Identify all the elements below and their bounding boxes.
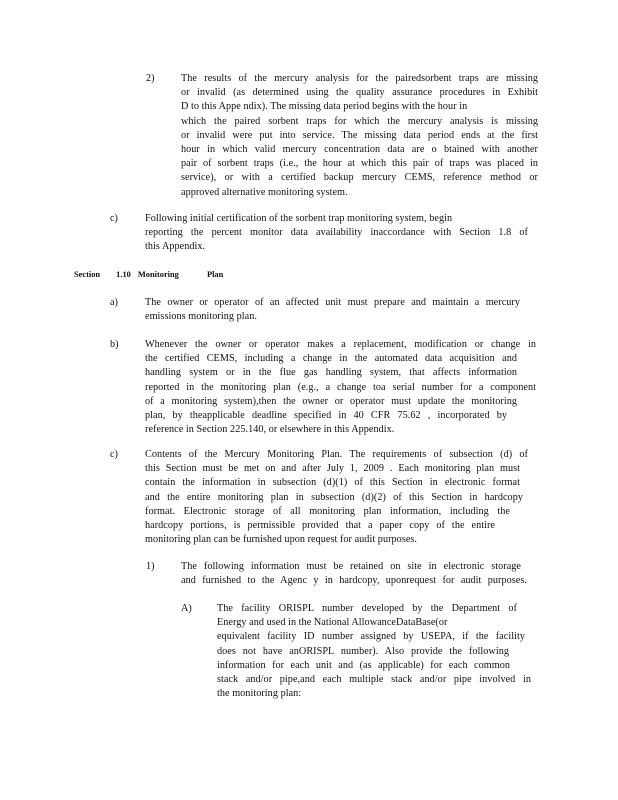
text-line: and furnished to the Agenc y in hardcopy, uponrequest for audit purposes.: [181, 575, 527, 587]
list-marker: c): [110, 449, 118, 460]
text-line: the monitoring plan:: [217, 688, 302, 700]
section-number: 1.10: [116, 270, 131, 279]
text-line: contain the information in subsection (d)(1) of this Section in electronic format: [145, 477, 520, 489]
text-line: approved alternative monitoring system.: [181, 186, 348, 198]
text-line: format. Electronic storage of all monitoring plan information, including the: [145, 505, 510, 517]
section-heading: [74, 269, 223, 281]
section-title-word: Plan: [206, 270, 224, 279]
text-line: plan, by theapplicable deadline specified in 40 CFR 75.62 , incorporated by: [145, 410, 507, 422]
paragraph-missing-data: [181, 72, 538, 200]
list-marker: b): [110, 339, 119, 350]
text-line: information for each unit and (as applicable) for each common: [217, 659, 510, 671]
text-line: of a monitoring system),then the owner or operator must update the monitoring: [145, 395, 517, 407]
paragraph-plan-update: [145, 338, 536, 437]
paragraph-certification: [145, 212, 528, 255]
text-line: The owner or operator of an affected unit must prepare and maintain a mercury: [145, 297, 520, 308]
text-line: The facility ORISPL number developed by the Department of: [217, 603, 517, 614]
list-marker: a): [110, 297, 118, 308]
text-line: this Appendix.: [145, 241, 206, 253]
text-line: reported in the monitoring plan (e.g., a change toa serial number for a component: [145, 381, 536, 393]
text-line: D to this Appe ndix). The missing data period begins with the hour in: [181, 101, 468, 113]
text-line: or invalid were put into service. The missing data period ends at the first: [181, 129, 538, 141]
list-marker: 1): [146, 561, 155, 572]
text-line: this Section must be met on and after July 1, 2009 . Each monitoring plan must: [145, 463, 520, 475]
text-line: The results of the mercury analysis for the pairedsorbent traps are missing: [181, 73, 538, 84]
paragraph-plan-requirement: [145, 296, 520, 324]
text-line: reporting the percent monitor data availability inaccordance with Section 1.8 of: [145, 227, 528, 239]
paragraph-plan-contents: [145, 448, 528, 547]
list-marker: c): [110, 213, 118, 224]
text-line: handling system or in the flue gas handling system, that affects information: [145, 367, 517, 379]
text-line: emissions monitoring plan.: [145, 311, 257, 323]
text-line: service), or with a certified backup mercury CEMS, reference method or: [181, 172, 538, 184]
text-line: hardcopy portions, is permissible provided that a paper copy of the entire: [145, 520, 495, 532]
text-line: does not have anORISPL number). Also provide the following: [217, 645, 509, 657]
text-line: Energy and used in the National AllowanceDataBase(or: [217, 617, 448, 629]
paragraph-orispl: [217, 602, 531, 701]
text-line: hour in which valid mercury concentration data are o btained with another: [181, 144, 538, 156]
text-line: Contents of the Mercury Monitoring Plan. The requirements of subsection (d) of: [145, 449, 528, 460]
text-line: and the entire monitoring plan in subsection (d)(2) of this Section in hardcopy: [145, 491, 523, 503]
paragraph-retained-info: [181, 560, 527, 588]
text-line: Whenever the owner or operator makes a replacement, modification or change in: [145, 339, 536, 350]
text-line: stack and/or pipe,and each multiple stack and/or pipe involved in: [217, 674, 531, 686]
section-title-word: Monitoring: [137, 270, 179, 279]
text-line: or invalid (as determined using the quality assurance procedures in Exhibit: [181, 87, 538, 99]
list-marker: 2): [146, 73, 155, 84]
text-line: The following information must be retained on site in electronic storage: [181, 561, 521, 572]
text-line: equivalent facility ID number assigned by USEPA, if the facility: [217, 631, 525, 643]
list-marker: A): [181, 603, 192, 614]
text-line: pair of sorbent traps (i.e., the hour at which this pair of traps was placed in: [181, 158, 538, 170]
text-line: Following initial certification of the sorbent trap monitoring system, begin: [145, 213, 453, 224]
text-line: monitoring plan can be furnished upon request for audit purposes.: [145, 534, 418, 546]
text-line: reference in Section 225.140, or elsewhere in this Appendix.: [145, 424, 395, 436]
text-line: which the paired sorbent traps for which the mercury analysis is missing: [181, 115, 538, 127]
section-label: Section: [74, 270, 101, 279]
text-line: the certified CEMS, including a change in the automated data acquisition and: [145, 353, 517, 365]
